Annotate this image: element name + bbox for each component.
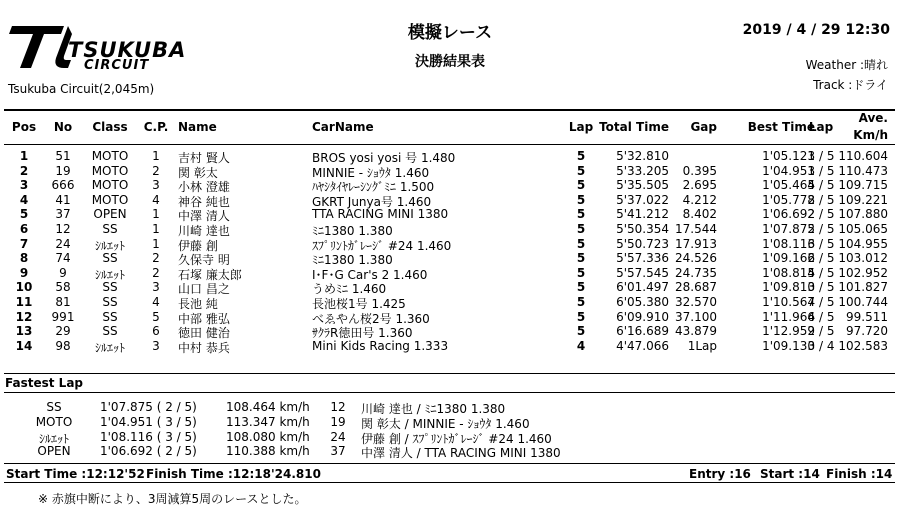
cell-pos: 6 (19, 222, 29, 236)
cell-best-lap: 3 / 5 (807, 236, 835, 251)
header-cp: C.P. (143, 120, 169, 134)
cell-cp: 2 (152, 163, 160, 178)
cell-gap: 24.735 (675, 265, 717, 280)
cell-name: 山口 昌之 (178, 282, 230, 297)
fl-lap-time: 1'06.692 ( 2 / 5) (100, 444, 197, 459)
cell-total-time: 5'33.205 (616, 163, 669, 178)
cell-gap: 2.695 (682, 178, 717, 193)
fl-car-no: 12 (330, 400, 346, 414)
cell-cp: 1 (152, 207, 160, 222)
cell-lap: 5 (576, 280, 586, 295)
cell-carname: I･F･G Car's 2 1.460 (312, 267, 428, 282)
cell-carname: MINNIE - ｼｮｳﾀ 1.460 (312, 165, 430, 180)
cell-cp: 2 (152, 265, 160, 280)
fastest-lap-row (0, 430, 900, 445)
table-top-rule (4, 109, 895, 111)
cell-best-time: 1'08.116 (762, 236, 815, 251)
cell-total-time: 5'50.723 (616, 236, 669, 251)
header-best-time: Best Time (747, 120, 815, 134)
cell-no: 666 (51, 178, 75, 193)
footer-top-rule (4, 463, 895, 464)
cell-carname: ﾐﾆ1380 1.380 (312, 224, 393, 238)
header-pos: Pos (11, 120, 37, 134)
cell-pos: 10 (15, 280, 33, 295)
header-lap: Lap (568, 120, 594, 134)
cell-best-lap: 3 / 4 (807, 338, 835, 353)
cell-name: 徳田 健治 (178, 326, 230, 341)
fastest-lap-title: Fastest Lap (5, 376, 83, 390)
header-best-lap: Lap (808, 120, 834, 134)
race-datetime: 2019 / 4 / 29 12:30 (742, 22, 890, 38)
cell-total-time: 6'09.910 (616, 309, 669, 324)
cell-cp: 3 (152, 178, 160, 193)
cell-cp: 3 (152, 280, 160, 295)
cell-total-time: 5'35.505 (616, 178, 669, 193)
logo-sub-text: CIRCUIT (84, 58, 150, 73)
cell-pos: 4 (19, 192, 29, 207)
cell-class: ｼﾙｴｯﾄ (94, 340, 125, 355)
table-row (0, 280, 900, 295)
cell-name: 神谷 純也 (178, 194, 230, 209)
table-row (0, 295, 900, 310)
page-subtitle: 決勝結果表 (415, 54, 485, 70)
cell-no: 991 (51, 309, 75, 324)
cell-carname: Mini Kids Racing 1.333 (312, 338, 449, 353)
table-row (0, 193, 900, 208)
table-row (0, 222, 900, 237)
fastest-lap-row (0, 444, 900, 459)
cell-best-time: 1'05.464 (762, 178, 815, 193)
header-carname: CarName (312, 120, 374, 134)
fl-driver: 伊藤 創 / ｽﾌﾟﾘﾝﾄｶﾞﾚｰｼﾞ #24 1.460 (361, 431, 552, 446)
cell-gap: 17.913 (675, 236, 717, 251)
cell-name: 久保寺 明 (178, 253, 230, 268)
fl-driver: 関 彰太 / MINNIE - ｼｮｳﾀ 1.460 (361, 416, 530, 431)
cell-pos: 9 (19, 265, 29, 280)
cell-total-time: 6'05.380 (616, 295, 669, 309)
cell-name: 長池 純 (178, 297, 218, 311)
cell-carname: ｽﾌﾟﾘﾝﾄｶﾞﾚｰｼﾞ #24 1.460 (312, 238, 452, 253)
cell-cp: 1 (152, 222, 160, 236)
table-row (0, 324, 900, 339)
cell-lap: 5 (576, 265, 586, 280)
table-row (0, 266, 900, 281)
cell-gap: 17.544 (675, 222, 717, 236)
fl-driver: 中澤 清人 / TTA RACING MINI 1380 (361, 446, 561, 461)
cell-carname: BROS yosi yosi 号 1.480 (312, 151, 456, 165)
cell-ave-speed: 101.827 (838, 280, 888, 295)
cell-best-time: 1'09.166 (762, 251, 815, 266)
cell-no: 58 (55, 280, 71, 295)
cell-gap: 32.570 (675, 295, 717, 309)
cell-lap: 5 (576, 309, 586, 324)
cell-best-lap: 5 / 5 (807, 265, 835, 280)
cell-no: 41 (55, 192, 71, 207)
table-header-row (0, 111, 900, 142)
fl-class: MOTO (35, 414, 73, 429)
cell-cp: 1 (152, 236, 160, 251)
header-class: Class (92, 120, 128, 134)
cell-no: 81 (55, 295, 71, 309)
table-row (0, 339, 900, 354)
cell-best-lap: 2 / 5 (807, 324, 835, 339)
header-name: Name (178, 120, 217, 134)
cell-carname: ﾊﾔｼﾀｲﾔﾚｰｼﾝｸﾞﾐﾆ 1.500 (312, 180, 435, 195)
footer-bottom-rule (4, 482, 895, 483)
fl-lap-time: 1'07.875 ( 2 / 5) (100, 400, 197, 414)
table-row (0, 178, 900, 193)
entry-count: Entry :16 (689, 467, 751, 481)
cell-class: ｼﾙｴｯﾄ (94, 238, 125, 253)
header-kmh: Km/h (853, 128, 888, 142)
cell-no: 9 (59, 265, 67, 280)
table-row (0, 164, 900, 179)
fl-class: ｼﾙｴｯﾄ (38, 431, 69, 446)
cell-best-time: 1'04.951 (762, 163, 815, 178)
cell-ave-speed: 100.744 (838, 295, 888, 309)
cell-lap: 5 (576, 149, 586, 163)
cell-ave-speed: 102.583 (838, 338, 888, 353)
cell-lap: 5 (576, 192, 586, 207)
cell-best-time: 1'08.814 (762, 265, 815, 280)
cell-gap: 8.402 (682, 207, 717, 222)
cell-pos: 11 (15, 295, 33, 309)
cell-class: SS (102, 222, 118, 236)
cell-class: SS (102, 309, 118, 324)
cell-carname: ﾐﾆ1380 1.380 (312, 253, 393, 268)
cell-lap: 4 (576, 338, 586, 353)
fastest-top-rule (4, 373, 895, 374)
cell-cp: 6 (152, 324, 160, 339)
cell-pos: 7 (19, 236, 29, 251)
cell-total-time: 5'57.545 (616, 265, 669, 280)
cell-cp: 4 (152, 295, 160, 309)
fl-driver: 川崎 達也 / ﾐﾆ1380 1.380 (361, 402, 506, 416)
cell-pos: 3 (19, 178, 29, 193)
cell-name: 関 彰太 (178, 165, 218, 180)
cell-best-time: 1'05.121 (762, 149, 815, 163)
finish-count: Finish :14 (826, 467, 893, 481)
cell-no: 12 (55, 222, 71, 236)
header-ave: Ave. (858, 111, 888, 125)
cell-total-time: 5'37.022 (616, 192, 669, 207)
logo-main-text: TSUKUBA (68, 38, 187, 62)
cell-best-lap: 2 / 5 (807, 192, 835, 207)
cell-name: 吉村 賢人 (178, 151, 230, 165)
cell-class: MOTO (91, 163, 129, 178)
cell-no: 24 (55, 236, 71, 251)
cell-total-time: 5'32.810 (616, 149, 669, 163)
cell-best-time: 1'09.130 (762, 338, 815, 353)
cell-carname: べゑやん桜2号 1.360 (312, 311, 430, 326)
cell-lap: 5 (576, 295, 586, 309)
cell-best-lap: 3 / 5 (807, 163, 835, 178)
header-total-time: Total Time (599, 120, 669, 134)
cell-gap: 4.212 (682, 192, 717, 207)
cell-best-time: 1'12.959 (762, 324, 815, 339)
cell-class: SS (102, 295, 118, 309)
cell-ave-speed: 107.880 (838, 207, 888, 222)
fl-class: SS (46, 400, 62, 414)
cell-total-time: 5'41.212 (616, 207, 669, 222)
track-condition: Track :ドライ (813, 78, 888, 92)
cell-gap: 1Lap (687, 338, 717, 353)
cell-cp: 1 (152, 149, 160, 163)
cell-carname: ｻｸﾗR徳田号 1.360 (312, 326, 413, 341)
cell-best-lap: 3 / 5 (807, 149, 835, 163)
fastest-lap-row (0, 415, 900, 430)
fl-lap-time: 1'08.116 ( 3 / 5) (100, 429, 197, 444)
cell-no: 37 (55, 207, 71, 222)
cell-lap: 5 (576, 324, 586, 339)
cell-class: MOTO (91, 192, 129, 207)
fl-speed: 110.388 km/h (226, 444, 310, 459)
circuit-name: Tsukuba Circuit(2,045m) (8, 82, 155, 96)
cell-pos: 14 (15, 338, 33, 353)
cell-class: MOTO (91, 178, 129, 193)
cell-cp: 5 (152, 309, 160, 324)
cell-name: 川崎 達也 (178, 224, 230, 238)
cell-gap: 24.526 (675, 251, 717, 266)
cell-best-time: 1'09.810 (762, 280, 815, 295)
cell-no: 51 (55, 149, 71, 163)
start-time: Start Time :12:12'52 (6, 467, 145, 481)
cell-name: 石塚 廉太郎 (178, 267, 242, 282)
cell-name: 中澤 清人 (178, 209, 230, 224)
cell-name: 伊藤 創 (178, 238, 218, 253)
cell-no: 29 (55, 324, 71, 339)
table-row (0, 251, 900, 266)
cell-gap: 37.100 (675, 309, 717, 324)
fl-speed: 108.464 km/h (226, 400, 310, 414)
cell-class: SS (102, 251, 118, 266)
cell-ave-speed: 110.604 (838, 149, 888, 163)
cell-pos: 2 (19, 163, 29, 178)
cell-class: ｼﾙｴｯﾄ (94, 267, 125, 282)
cell-ave-speed: 99.511 (846, 309, 888, 324)
cell-pos: 1 (19, 149, 29, 163)
start-count: Start :14 (760, 467, 820, 481)
cell-carname: GKRT Junya号 1.460 (312, 194, 432, 209)
cell-best-lap: 2 / 5 (807, 207, 835, 222)
fl-car-no: 19 (330, 414, 346, 429)
cell-best-time: 1'07.875 (762, 222, 815, 236)
cell-pos: 5 (19, 207, 29, 222)
cell-total-time: 5'50.354 (616, 222, 669, 236)
fl-class: OPEN (37, 444, 71, 459)
race-note: ※ 赤旗中断により、3周減算5周のレースとした。 (38, 492, 307, 506)
cell-class: SS (102, 324, 118, 339)
cell-gap: 28.687 (675, 280, 717, 295)
cell-total-time: 4'47.066 (616, 338, 669, 353)
cell-name: 中部 雅弘 (178, 311, 230, 326)
cell-class: SS (102, 280, 118, 295)
cell-no: 98 (55, 338, 71, 353)
cell-name: 小林 澄雄 (178, 180, 230, 195)
header-no: No (53, 120, 73, 134)
table-header-rule (4, 144, 895, 145)
cell-carname: TTA RACING MINI 1380 (312, 207, 449, 222)
finish-time: Finish Time :12:18'24.810 (146, 467, 321, 481)
header-gap: Gap (690, 120, 717, 134)
cell-pos: 12 (15, 309, 33, 324)
cell-total-time: 6'16.689 (616, 324, 669, 339)
cell-lap: 5 (576, 236, 586, 251)
cell-carname: うめﾐﾆ 1.460 (312, 282, 387, 297)
cell-best-lap: 2 / 5 (807, 222, 835, 236)
page-title: 模擬レース (407, 23, 493, 43)
cell-gap: 43.879 (675, 324, 717, 339)
fl-car-no: 37 (330, 444, 346, 459)
cell-best-lap: 3 / 5 (807, 280, 835, 295)
table-row (0, 207, 900, 222)
weather-info: Weather :晴れ (805, 58, 888, 72)
cell-no: 19 (55, 163, 71, 178)
cell-best-lap: 4 / 5 (807, 309, 835, 324)
cell-ave-speed: 103.012 (838, 251, 888, 266)
cell-cp: 2 (152, 251, 160, 266)
cell-carname: 長池桜1号 1.425 (312, 297, 406, 311)
cell-ave-speed: 109.221 (838, 192, 888, 207)
cell-ave-speed: 110.473 (838, 163, 888, 178)
fl-speed: 113.347 km/h (226, 414, 310, 429)
cell-lap: 5 (576, 163, 586, 178)
cell-cp: 4 (152, 192, 160, 207)
cell-ave-speed: 105.065 (838, 222, 888, 236)
cell-lap: 5 (576, 251, 586, 266)
cell-best-time: 1'11.966 (762, 309, 815, 324)
cell-best-time: 1'06.692 (762, 207, 815, 222)
cell-ave-speed: 97.720 (846, 324, 888, 339)
cell-best-lap: 4 / 5 (807, 295, 835, 309)
cell-name: 中村 恭兵 (178, 340, 230, 355)
table-row (0, 237, 900, 252)
cell-best-time: 1'10.567 (762, 295, 815, 309)
fastest-title-rule (4, 392, 895, 393)
cell-best-lap: 5 / 5 (807, 178, 835, 193)
cell-pos: 8 (19, 251, 29, 266)
cell-class: OPEN (93, 207, 127, 222)
fastest-lap-row (0, 400, 900, 415)
fl-speed: 108.080 km/h (226, 429, 310, 444)
cell-lap: 5 (576, 207, 586, 222)
cell-gap: 0.395 (682, 163, 717, 178)
cell-ave-speed: 102.952 (838, 265, 888, 280)
cell-lap: 5 (576, 178, 586, 193)
cell-total-time: 6'01.497 (616, 280, 669, 295)
cell-best-time: 1'05.778 (762, 192, 815, 207)
cell-cp: 3 (152, 338, 160, 353)
fl-lap-time: 1'04.951 ( 3 / 5) (100, 414, 197, 429)
cell-class: MOTO (91, 149, 129, 163)
cell-best-lap: 2 / 5 (807, 251, 835, 266)
cell-no: 74 (55, 251, 71, 266)
cell-pos: 13 (15, 324, 33, 339)
table-row (0, 310, 900, 325)
cell-ave-speed: 109.715 (838, 178, 888, 193)
cell-lap: 5 (576, 222, 586, 236)
cell-ave-speed: 104.955 (838, 236, 888, 251)
table-row (0, 149, 900, 164)
cell-total-time: 5'57.336 (616, 251, 669, 266)
fl-car-no: 24 (330, 429, 346, 444)
